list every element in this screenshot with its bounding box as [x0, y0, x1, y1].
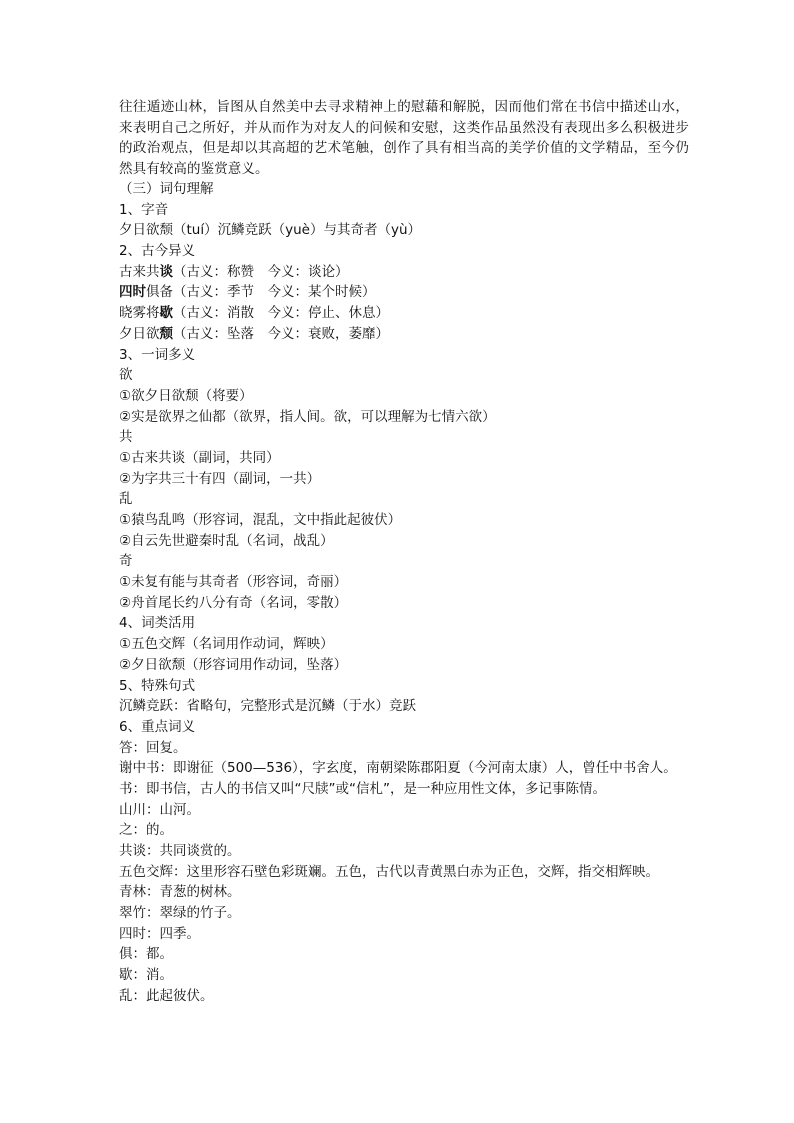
s2-item-word: 颓 — [159, 325, 173, 342]
s3-sense: ②实是欲界之仙都（欲界，指人间。欲，可以理解为七情六欲） — [119, 408, 496, 425]
document-page — [119, 97, 689, 1007]
s3-sense: ①古来共谈（副词，共同） — [119, 449, 280, 466]
s2-item-post: （古义：坠落 今义：衰败，萎靡） — [173, 325, 389, 342]
s5-title: 5、特殊句式 — [119, 677, 196, 694]
s6-line: 之：的。 — [119, 822, 173, 839]
s3-sense: ①猿鸟乱鸣（形容词，混乱，文中指此起彼伏） — [119, 512, 402, 528]
s3-title: 3、一词多义 — [119, 346, 196, 363]
s6-line: 俱：都。 — [119, 946, 173, 963]
s2-item-word: 歇 — [159, 305, 173, 322]
s2-item-post: 俱备（古义：季节 今义：某个时候） — [146, 284, 376, 301]
s2-title: 2、古今异义 — [119, 243, 196, 260]
s6-line: 谢中书：即谢征（500—536），字玄度，南朝梁陈郡阳夏（今河南太康）人，曾任中书舍人。 — [119, 760, 677, 777]
s2-item-post: （古义：消散 今义：停止、休息） — [173, 305, 389, 322]
s1-line: 夕日欲颓（tuí）沉鳞竞跃（yuè）与其奇者（yù） — [119, 222, 421, 239]
s3-sense: ②自云先世避秦时乱（名词，战乱） — [119, 532, 334, 549]
s6-line: 山川：山河。 — [119, 801, 200, 818]
intro-paragraph: 往往遁迹山林，旨图从自然美中去寻求精神上的慰藉和解脱，因而他们常在书信中描述山水，来表明自己之所好，并从而作为对友人的问候和安慰，这类作品虽然没有表现出多么积极进步的政治观点，但是却以其高超的艺术笔触，创作了具有相当高的美学价值的文学精品，至今仍然具有较高的鉴赏意义。 — [119, 99, 689, 177]
s1-title: 1、字音 — [119, 201, 169, 218]
s3-sense: ①未复有能与其奇者（形容词，奇丽） — [119, 574, 348, 591]
s2-item-pre: 夕日欲 — [119, 325, 160, 342]
s2-item — [119, 303, 689, 324]
s6-line: 青林：青葱的树林。 — [119, 884, 241, 901]
s3-word: 欲 — [119, 367, 133, 384]
s3-sense: ②为字共三十有四（副词，一共） — [119, 470, 321, 487]
s6-line: 乱：此起彼伏。 — [119, 987, 214, 1004]
s4-line: ①五色交辉（名词用作动词，辉映） — [119, 636, 334, 653]
s2-item-post: （古义：称赞 今义：谈论） — [173, 263, 349, 280]
s6-line: 书：即书信，古人的书信又叫“尺牍”或“信札”，是一种应用性文体，多记事陈情。 — [119, 780, 606, 797]
s6-line: 答：回复。 — [119, 739, 187, 756]
s2-item-pre: 古来共 — [119, 263, 160, 280]
s6-line: 翠竹：翠绿的竹子。 — [119, 905, 241, 922]
s2-item — [119, 262, 689, 283]
s3-word: 奇 — [119, 553, 133, 570]
s4-title: 4、词类活用 — [119, 615, 196, 632]
s5-line: 沉鳞竞跃：省略句，完整形式是沉鳞（于水）竞跃 — [119, 698, 416, 715]
s3-word: 共 — [119, 429, 133, 446]
s4-line: ②夕日欲颓（形容词用作动词，坠落） — [119, 656, 348, 673]
section-title: （三）词句理解 — [119, 181, 214, 197]
s6-line: 共谈：共同谈赏的。 — [119, 843, 241, 859]
s6-line: 歇：消。 — [119, 967, 173, 984]
s2-item — [119, 324, 689, 345]
s6-title: 6、重点词义 — [119, 718, 196, 735]
s3-sense: ②舟首尾长约八分有奇（名词，零散） — [119, 594, 348, 611]
s2-item-pre: 晓雾将 — [119, 305, 160, 322]
s3-word: 乱 — [119, 491, 133, 508]
s2-item — [119, 282, 689, 303]
s2-item-word: 四时 — [119, 284, 146, 301]
s6-line: 四时：四季。 — [119, 925, 200, 942]
s3-sense: ①欲夕日欲颓（将要） — [119, 387, 253, 404]
s6-line: 五色交辉：这里形容石壁色彩斑斓。五色，古代以青黄黑白赤为正色，交辉，指交相辉映。 — [119, 863, 659, 880]
s2-item-word: 谈 — [159, 263, 173, 280]
